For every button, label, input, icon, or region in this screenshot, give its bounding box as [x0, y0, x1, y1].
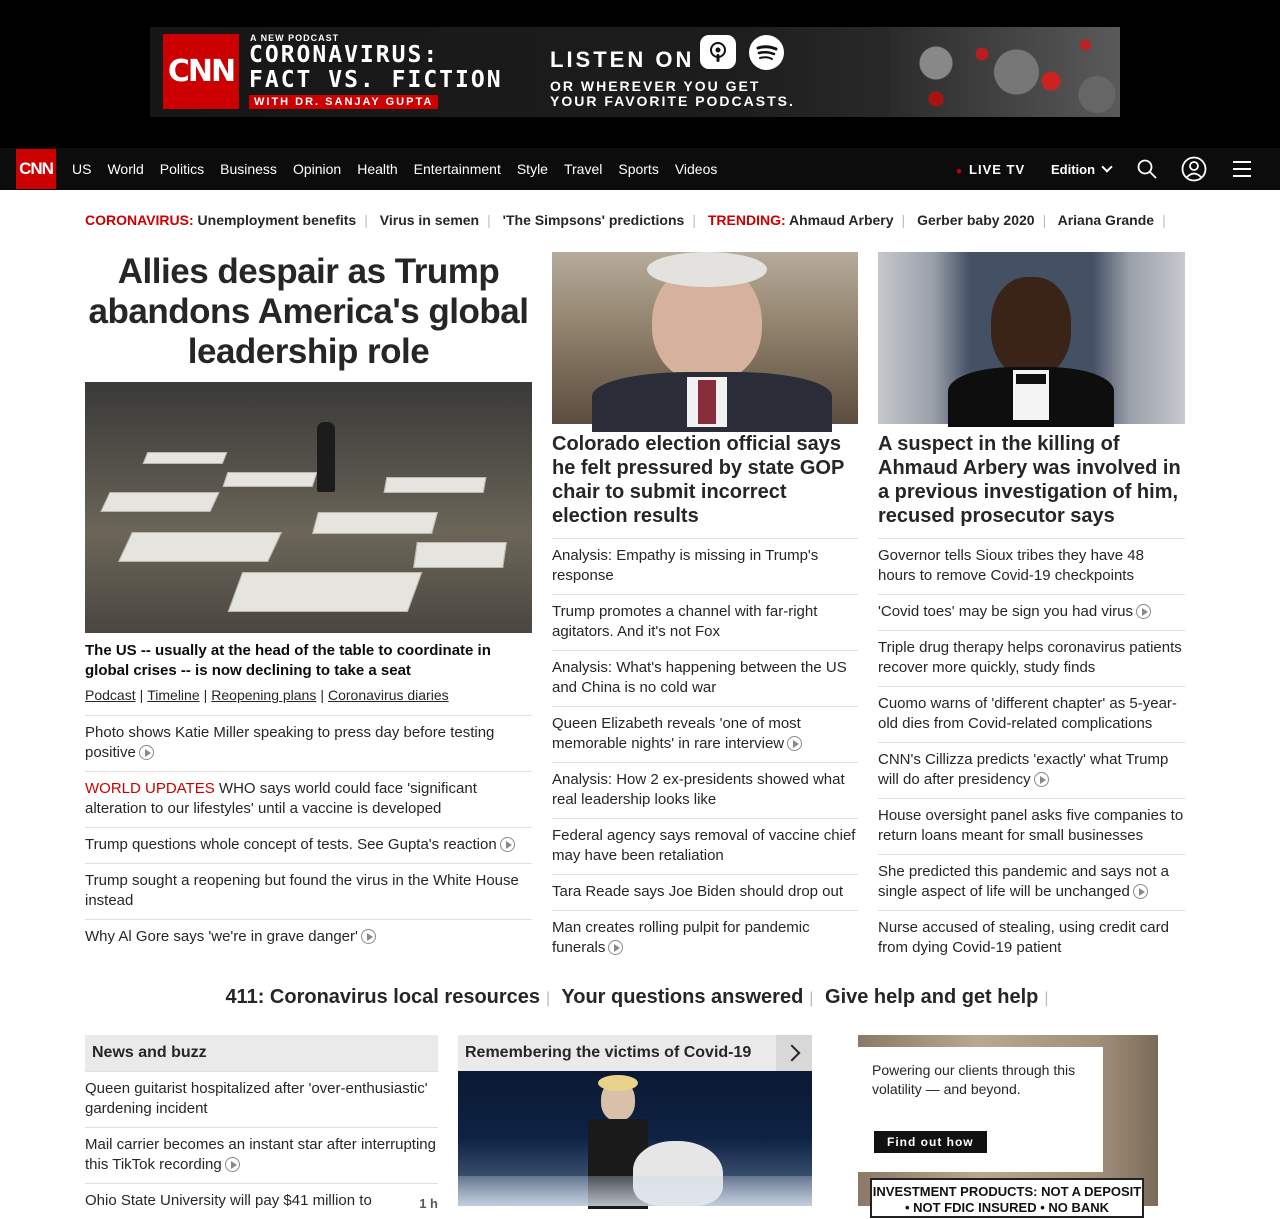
list-item[interactable]	[85, 827, 532, 863]
list-item[interactable]	[85, 1183, 438, 1219]
list-item[interactable]	[878, 686, 1185, 742]
ad-cnn-logo: CNN	[163, 34, 239, 109]
ad-kicker: A NEW PODCAST	[250, 33, 340, 43]
play-video-icon	[1034, 772, 1049, 787]
play-video-icon	[225, 1157, 240, 1172]
ad-title-line1: CORONAVIRUS:	[249, 42, 440, 68]
list-item[interactable]	[85, 1071, 438, 1127]
ad-panel	[858, 1047, 1103, 1172]
list-item[interactable]	[552, 818, 858, 874]
colorado-official-image[interactable]	[552, 252, 858, 424]
nav-item-opinion[interactable]: Opinion	[292, 161, 342, 177]
nav-item-entertainment[interactable]: Entertainment	[413, 161, 501, 177]
ad-subtitle: WITH DR. SANJAY GUPTA	[249, 95, 438, 109]
ad-wherever-text	[550, 79, 795, 109]
list-item[interactable]	[878, 594, 1185, 630]
find-out-how-button[interactable]: Find out how	[874, 1131, 987, 1153]
top-ad-band	[0, 0, 1280, 148]
story-text: Governor tells Sioux tribes they have 48 hours to remove Covid-19 checkpoints	[878, 547, 1144, 584]
ad-virus-image	[890, 27, 1120, 117]
remembering-victims-section	[458, 1035, 812, 1206]
list-item[interactable]	[85, 715, 532, 771]
sidebar-ad[interactable]	[858, 1035, 1158, 1215]
play-video-icon	[1136, 604, 1151, 619]
give-help-link[interactable]: Give help and get help	[825, 986, 1039, 1008]
ad-listen-on: LISTEN ON	[550, 47, 695, 72]
hamburger-menu-icon[interactable]	[1233, 161, 1251, 177]
trending-link[interactable]: Unemployment benefits	[197, 212, 357, 228]
trending-bar: CORONAVIRUS: Unemployment benefits | Virus in semen | 'The Simpsons' predictions | TRENDING: Ahmaud Arbery | Gerber baby 2020 | Ariana Grande |	[85, 212, 1166, 228]
story-text: WHO says world could face 'significant alteration to our lifestyles' until a vaccine is developed	[85, 780, 477, 817]
list-item[interactable]	[552, 874, 858, 910]
lead-caption[interactable]: The US -- usually at the head of the table to coordinate in global crises -- is now declining to take a seat	[85, 642, 491, 679]
play-video-icon	[787, 736, 802, 751]
play-video-icon	[361, 929, 376, 944]
play-video-icon	[1133, 884, 1148, 899]
story-text: Nurse accused of stealing, using credit card from dying Covid-19 patient	[878, 919, 1169, 956]
story-text: 'Covid toes' may be sign you had virus	[878, 603, 1134, 620]
list-item[interactable]	[878, 910, 1185, 966]
world-updates-label: WORLD UPDATES	[85, 780, 215, 797]
list-item[interactable]	[85, 919, 532, 955]
story-text: Analysis: Empathy is missing in Trump's response	[552, 547, 819, 584]
list-item[interactable]	[878, 798, 1185, 854]
trending-label: TRENDING:	[707, 212, 786, 228]
story-text: Federal agency says removal of vaccine chief may have been retaliation	[552, 827, 856, 864]
lead-headline[interactable]: Allies despair as Trump abandons America's global leadership role	[88, 252, 529, 371]
third-column	[878, 252, 1185, 966]
list-item[interactable]	[878, 854, 1185, 910]
list-item[interactable]	[552, 706, 858, 762]
story-text: Photo shows Katie Miller speaking to press day before testing positive	[85, 724, 495, 761]
nav-item-videos[interactable]: Videos	[674, 161, 718, 177]
nav-item-health[interactable]: Health	[357, 161, 398, 177]
local-resources-link[interactable]: 411: Coronavirus local resources	[225, 986, 541, 1008]
story-text: She predicted this pandemic and says not a single aspect of life will be unchanged	[878, 863, 1170, 900]
arbery-portrait-image[interactable]	[878, 252, 1185, 424]
search-icon[interactable]	[1137, 159, 1157, 179]
story-text: Tara Reade says Joe Biden should drop out	[552, 883, 844, 900]
list-item[interactable]	[552, 650, 858, 706]
play-video-icon	[139, 745, 154, 760]
story-text: Trump sought a reopening but found the virus in the White House instead	[85, 872, 519, 909]
third-story-list	[878, 538, 1185, 966]
apple-podcasts-icon	[700, 35, 736, 69]
list-item[interactable]	[552, 910, 858, 966]
lead-story-list	[85, 715, 532, 955]
list-item[interactable]	[85, 1127, 438, 1183]
story-text: Queen guitarist hospitalized after 'over-enthusiastic' gardening incident	[85, 1080, 428, 1117]
live-dot-icon: ●	[956, 166, 964, 177]
story-text: Why Al Gore says 'we're in grave danger'	[85, 928, 358, 945]
story-text: Trump promotes a channel with far-right agitators. And it's not Fox	[552, 603, 818, 640]
nav-item-style[interactable]: Style	[516, 161, 548, 177]
story-text: CNN's Cillizza predicts 'exactly' what Trump will do after presidency	[878, 751, 1169, 788]
ad-disclaimer-line2: • NOT FDIC INSURED • NO BANK	[904, 1200, 1110, 1215]
ad-wherever-line1: OR WHEREVER YOU GET	[550, 78, 761, 94]
nav-item-business[interactable]: Business	[220, 161, 277, 177]
list-item[interactable]	[552, 538, 858, 594]
questions-answered-link[interactable]: Your questions answered	[561, 986, 804, 1008]
chevron-down-icon	[1101, 161, 1112, 172]
ad-copy: Powering our clients through this volatility — and beyond.	[872, 1062, 1076, 1097]
live-tv-label: LIVE TV	[969, 162, 1026, 177]
story-text: House oversight panel asks five companies to return loans meant for small businesses	[878, 807, 1184, 844]
list-item[interactable]	[878, 630, 1185, 686]
news-and-buzz-section	[85, 1035, 438, 1219]
story-text: Ohio State University will pay $41 million to	[85, 1192, 372, 1209]
story-text: Cuomo warns of 'different chapter' as 5-year-old dies from Covid-related complications	[878, 695, 1177, 732]
account-icon[interactable]	[1181, 156, 1207, 182]
list-item[interactable]	[85, 771, 532, 827]
lead-related-links: Podcast | Timeline | Reopening plans | Coronavirus diaries	[85, 687, 449, 703]
ad-wherever-line2: YOUR FAVORITE PODCASTS.	[550, 93, 795, 109]
main-nav	[0, 148, 1280, 190]
section-title: News and buzz	[85, 1035, 438, 1071]
second-column	[552, 252, 858, 966]
cnn-logo[interactable]: CNN	[16, 149, 56, 189]
story-text: Mail carrier becomes an instant star after interrupting this TikTok recording	[85, 1136, 436, 1173]
podcast-link[interactable]: Podcast	[85, 687, 136, 703]
trending-link[interactable]: Ahmaud Arbery	[789, 212, 894, 228]
coronavirus-diaries-link[interactable]: Coronavirus diaries	[328, 687, 449, 703]
nav-item-travel[interactable]: Travel	[563, 161, 603, 177]
nav-items	[72, 148, 733, 190]
nav-item-world[interactable]: World	[107, 161, 144, 177]
live-tv-link[interactable]	[956, 162, 1025, 177]
trending-link[interactable]: 'The Simpsons' predictions	[502, 212, 685, 228]
story-text: Trump questions whole concept of tests. See Gupta's reaction	[85, 836, 497, 853]
list-item[interactable]	[552, 594, 858, 650]
ad-title-line2: FACT VS. FICTION	[249, 67, 503, 93]
section-title	[458, 1035, 812, 1071]
timestamp: 1 h	[419, 1196, 438, 1211]
edition-dropdown[interactable]	[1051, 162, 1111, 177]
lead-image-field-hospital[interactable]	[85, 382, 532, 633]
trending-link[interactable]: Ariana Grande	[1057, 212, 1155, 228]
story-text: Queen Elizabeth reveals 'one of most memorable nights' in rare interview	[552, 715, 801, 752]
reopening-plans-link[interactable]: Reopening plans	[211, 687, 317, 703]
story-text: Analysis: What's happening between the US and China is no cold war	[552, 659, 847, 696]
coronavirus-label: CORONAVIRUS:	[85, 212, 194, 228]
timeline-link[interactable]: Timeline	[147, 687, 200, 703]
ad-disclaimer-line1: INVESTMENT PRODUCTS: NOT A DEPOSIT	[872, 1184, 1142, 1199]
trending-link[interactable]: Gerber baby 2020	[917, 212, 1035, 228]
podcast-ad-banner[interactable]	[150, 27, 1120, 117]
story-text: Triple drug therapy helps coronavirus patients recover more quickly, study finds	[878, 639, 1182, 676]
lead-column	[85, 252, 532, 955]
nav-item-us[interactable]: US	[72, 161, 92, 177]
ad-disclaimer	[870, 1178, 1144, 1218]
second-headline[interactable]: Colorado election official says he felt pressured by state GOP chair to submit incorrect election results	[552, 433, 844, 527]
nav-item-sports[interactable]: Sports	[618, 161, 659, 177]
play-video-icon	[608, 940, 623, 955]
edition-label: Edition	[1051, 162, 1096, 177]
chevron-right-icon[interactable]	[776, 1035, 812, 1071]
play-video-icon	[500, 837, 515, 852]
nav-item-politics[interactable]: Politics	[159, 161, 205, 177]
remembering-image[interactable]	[458, 1071, 812, 1206]
list-item[interactable]	[878, 742, 1185, 798]
list-item[interactable]	[85, 863, 532, 919]
story-text: Analysis: How 2 ex-presidents showed what real leadership looks like	[552, 771, 845, 808]
third-headline[interactable]: A suspect in the killing of Ahmaud Arbery was involved in a previous investigation of him, recused prosecutor says	[878, 433, 1181, 527]
second-story-list	[552, 538, 858, 966]
story-text: Man creates rolling pulpit for pandemic funerals	[552, 919, 810, 956]
trending-link[interactable]: Virus in semen	[379, 212, 480, 228]
list-item[interactable]	[878, 538, 1185, 594]
list-item[interactable]	[552, 762, 858, 818]
spotify-icon	[749, 35, 784, 70]
resources-bar: 411: Coronavirus local resources | Your questions answered | Give help and get help |	[225, 986, 1049, 1008]
remembering-title: Remembering the victims of Covid-19	[465, 1044, 752, 1061]
